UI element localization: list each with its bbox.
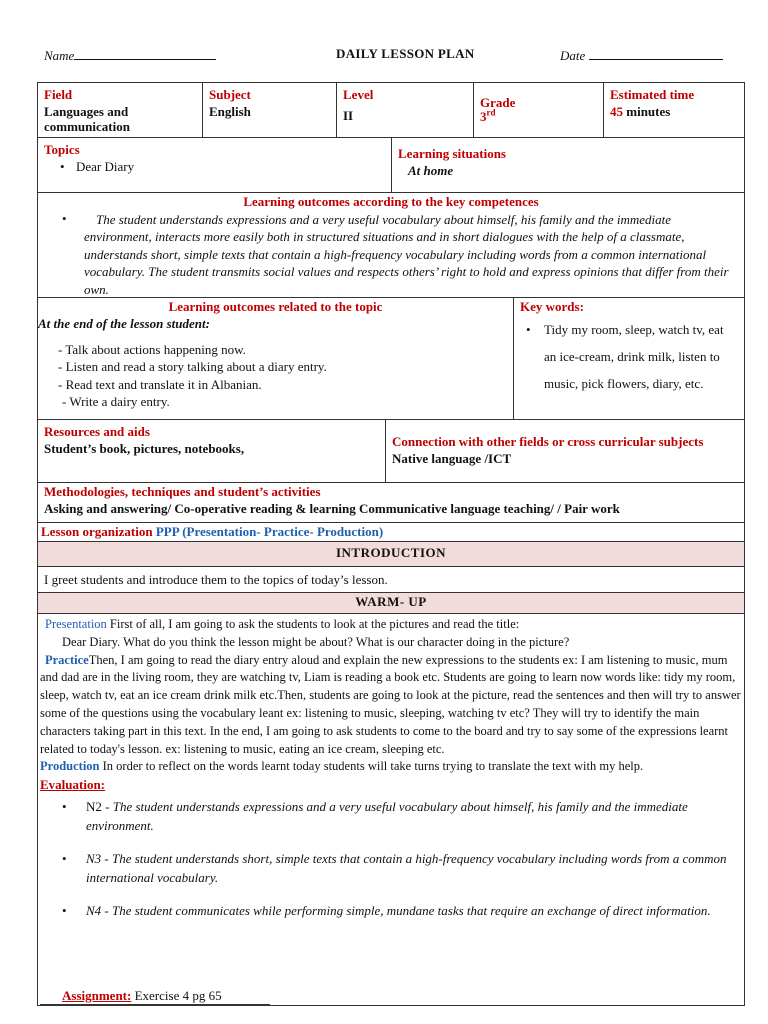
keywords-cell <box>514 298 744 419</box>
topics-list <box>50 159 385 176</box>
resources-label: Resources and aids <box>44 424 150 439</box>
evaluation-item <box>60 849 744 887</box>
evaluation-text: The student understands short, simple texts that contain a high-frequency vocabulary including words from a common international vocabulary. <box>86 851 727 886</box>
lesson-plan-table <box>37 82 745 1006</box>
presentation-label: Presentation <box>45 617 107 631</box>
evaluation-list <box>40 797 744 920</box>
outcome-item: - Talk about actions happening now. <box>58 341 246 357</box>
evaluation-text: The student understands expressions and a very useful vocabulary about himself, his family and the immediate environment. <box>86 799 688 834</box>
methods-cell <box>38 483 744 522</box>
competences-cell <box>38 193 744 297</box>
assignment-label: Assignment: <box>62 988 132 1003</box>
page-header <box>40 46 740 66</box>
subject-value: English <box>209 103 251 119</box>
organization-cell <box>38 523 744 541</box>
bullet-icon: • <box>62 799 67 815</box>
field-label: Field <box>44 87 73 102</box>
name-label: Name <box>44 48 75 63</box>
practice-text: Then, I am going to read the diary entry aloud and explain the new expressions to the students ex: I am listening to music, mum and dad are in the living room, they are watching tv, Liam is reading a book etc. Students are going to learn now words like: tidy my room, sleep, watch tv, eat an ice cream drink milk etc.Then, students are going to look at the picture, read the sentences and then will try to answer some of the questions using the vocabulary leant ex: listening to music, sleeping, watching tv etc? They will try to identify the main characters taking part in this text. In the end, I am going to ask students to come to the board and try to say some of the expressions learnt related to today's lesson. ex: listening to music, eating an ice cream, sleeping etc. <box>40 652 741 756</box>
evaluation-item <box>60 901 744 920</box>
grade-number: 3 <box>480 109 487 125</box>
outcomes-cell <box>38 298 514 419</box>
name-underline <box>74 46 216 60</box>
date-field <box>560 46 723 65</box>
production-label: Production <box>40 759 100 774</box>
evaluation-item <box>60 797 744 835</box>
resources-row <box>38 420 744 483</box>
subject-cell <box>203 83 337 137</box>
connection-cell <box>386 420 744 482</box>
situations-value: At home <box>408 162 454 178</box>
competences-body <box>44 211 738 299</box>
keywords-text: Tidy my room, sleep, watch tv, eat an ice-cream, drink milk, listen to music, pick flowers, diary, etc. <box>544 321 724 391</box>
name-field <box>44 46 216 65</box>
time-unit: minutes <box>626 103 671 119</box>
bullet-icon: • <box>62 210 67 226</box>
assignment-line <box>40 988 270 1005</box>
topics-row <box>38 138 744 193</box>
field-cell <box>38 83 203 137</box>
situations-cell <box>392 138 744 192</box>
competences-text: The student understands expressions and a very useful vocabulary about himself, his family and the immediate environment, interacts more easily both in structured situations and in short dialogues with the help of a classmate, understands short, simple texts that contain a high-frequency vocabulary including words from a common international vocabulary. The student transmits social values and respects others’ right to hold and express opinions that differ from their own. <box>84 211 729 297</box>
methods-row <box>38 483 744 523</box>
resources-value: Student’s book, pictures, notebooks, <box>44 440 245 456</box>
connection-value: Native language /ICT <box>392 450 512 466</box>
topics-label: Topics <box>44 142 80 157</box>
outcomes-intro: At the end of the lesson student: <box>38 315 210 331</box>
keywords-label: Key words: <box>520 299 584 314</box>
evaluation-label: Evaluation: <box>40 777 106 793</box>
evaluation-code: N2 - <box>86 799 113 815</box>
practice-paragraph <box>40 652 744 759</box>
presentation-text-2: Dear Diary. What do you think the lesson might be about? What is our character doing in the picture? <box>62 634 570 649</box>
outcome-item: - Write a dairy entry. <box>62 394 170 410</box>
time-cell <box>604 83 744 137</box>
resources-cell <box>38 420 386 482</box>
page-title: DAILY LESSON PLAN <box>336 46 475 61</box>
topics-cell <box>38 138 392 192</box>
level-value: II <box>343 107 354 123</box>
organization-row <box>38 523 744 542</box>
introduction-text: I greet students and introduce them to the topics of today’s lesson. <box>44 572 388 587</box>
connection-label: Connection with other fields or cross curricular subjects <box>392 434 704 449</box>
grade-suffix: rd <box>486 107 496 118</box>
time-label: Estimated time <box>610 87 695 102</box>
grade-cell <box>474 83 604 137</box>
competences-row <box>38 193 744 298</box>
practice-label: Practice <box>45 652 89 667</box>
keywords-body <box>520 316 738 397</box>
presentation-line <box>40 616 744 634</box>
evaluation-code: N4 - <box>86 903 112 919</box>
production-paragraph <box>40 758 744 776</box>
field-value: Languages and communication <box>44 103 130 134</box>
bullet-icon: • <box>62 851 67 867</box>
organization-label: Lesson organization <box>41 524 153 539</box>
outcomes-list <box>38 341 513 411</box>
methods-value: Asking and answering/ Co-operative reading & learning Communicative language teaching/ / Pair work <box>44 500 620 516</box>
situations-label: Learning situations <box>398 146 506 161</box>
outcome-item: - Read text and translate it in Albanian. <box>58 376 262 392</box>
level-label: Level <box>343 87 374 102</box>
introduction-row <box>38 567 744 593</box>
time-number: 45 <box>610 103 623 119</box>
date-underline <box>589 46 723 60</box>
presentation-text: First of all, I am going to ask the students to look at the pictures and read the title: <box>106 617 520 631</box>
production-text: In order to reflect on the words learnt today students will take turns trying to translate the text with my help. <box>99 759 644 774</box>
outcome-item: - Listen and read a story talking about a diary entry. <box>58 359 327 375</box>
outcomes-row <box>38 298 744 420</box>
bullet-icon: • <box>62 903 67 919</box>
grade-label: Grade <box>480 95 516 110</box>
warmup-heading: WARM- UP <box>38 593 744 614</box>
introduction-heading: INTRODUCTION <box>38 542 744 567</box>
evaluation-text: The student communicates while performing simple, mundane tasks that require an exchange of direct information. <box>112 903 711 919</box>
lesson-body <box>38 614 744 1005</box>
outcomes-title: Learning outcomes related to the topic <box>168 299 383 314</box>
date-label: Date <box>560 48 586 63</box>
methods-label: Methodologies, techniques and student’s activities <box>44 484 321 499</box>
level-cell <box>337 83 474 137</box>
info-row <box>38 83 744 138</box>
bullet-icon: • <box>526 321 531 337</box>
grade-value <box>480 109 496 124</box>
subject-label: Subject <box>209 87 251 102</box>
topic-item: • Dear Diary <box>50 159 385 176</box>
competences-title: Learning outcomes according to the key competences <box>243 194 539 209</box>
evaluation-code: N3 - <box>86 851 112 867</box>
assignment-value: Exercise 4 pg 65 <box>131 988 222 1003</box>
organization-value: PPP (Presentation- Practice- Production) <box>155 524 384 539</box>
